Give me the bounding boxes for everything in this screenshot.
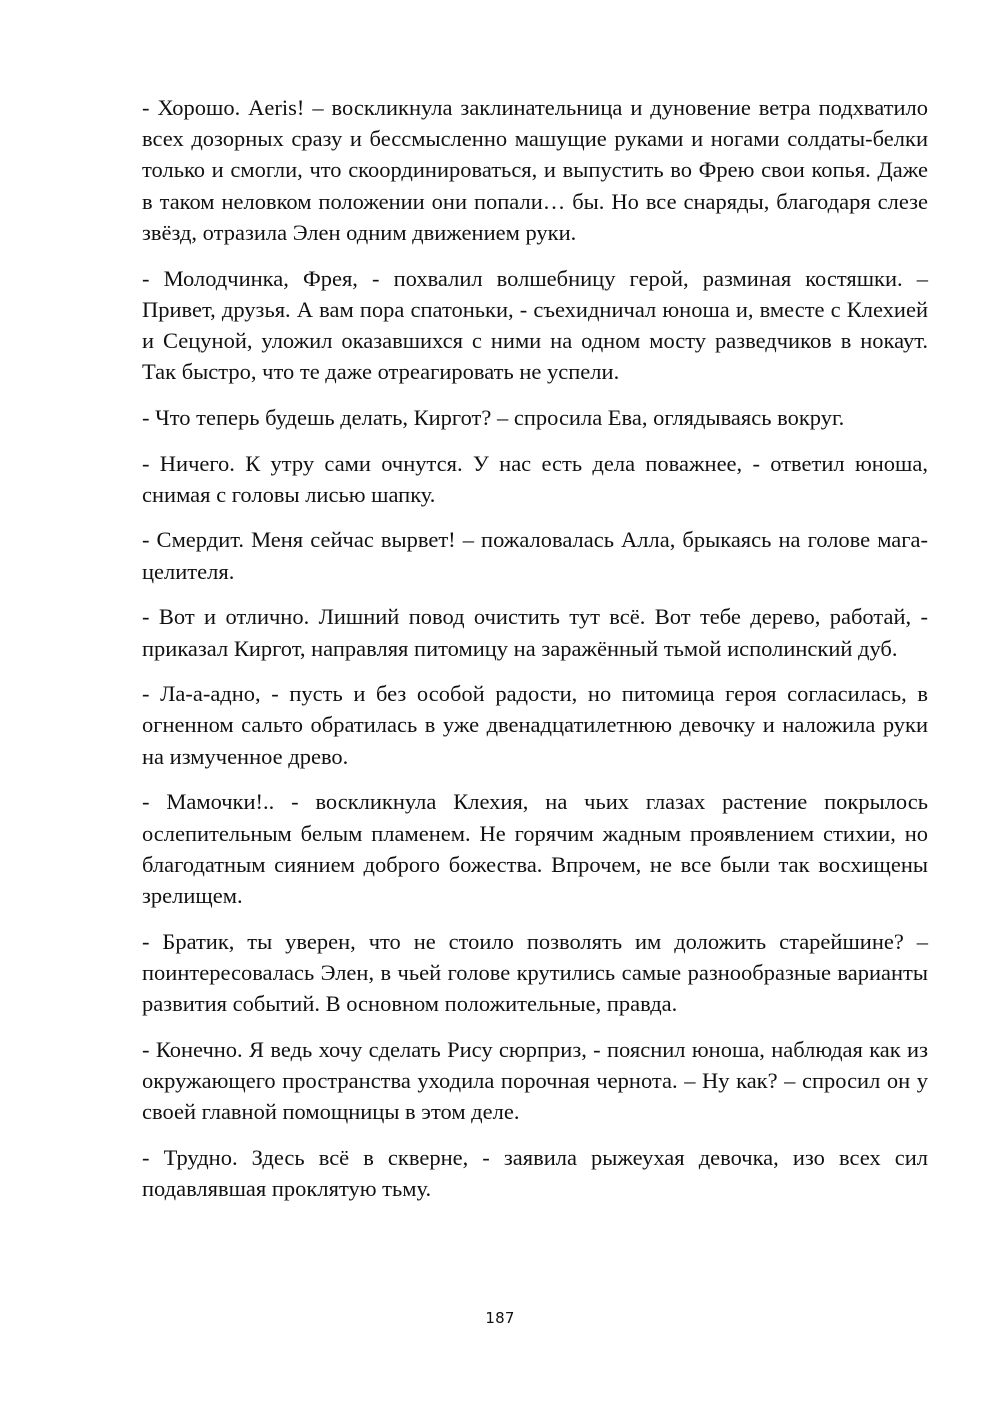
paragraph: - Что теперь будешь делать, Киргот? – спросила Ева, оглядываясь вокруг. — [142, 404, 845, 430]
paragraph: - Хорошо. Aeris! – воскликнула заклинательница и дуновение ветра подхватило всех дозорных сразу и бессмысленно машущие руками и ногами солдаты-белки только и смогли, что скоординироваться, и выпустить во Фрею свои копья. Даже в таком неловком положении они попали… бы. Но все снаряды, благодаря слезе звёзд, отразила Элен одним движением руки. — [142, 95, 928, 245]
paragraph: - Братик, ты уверен, что не стоило позволять им доложить старейшине? – поинтересовалась Элен, в чьей голове крутились самые разнообразные варианты развития событий. В основном положительные, правда. — [142, 928, 928, 1017]
paragraph: - Конечно. Я ведь хочу сделать Рису сюрприз, - пояснил юноша, наблюдая как из окружающего пространства уходила порочная чернота. – Ну как? – спросил он у своей главной помощницы в этом деле. — [142, 1036, 928, 1125]
paragraph: - Ничего. К утру сами очнутся. У нас есть дела поважнее, - ответил юноша, снимая с головы лисью шапку. — [142, 450, 928, 507]
paragraph: - Трудно. Здесь всё в скверне, - заявила рыжеухая девочка, изо всех сил подавлявшая проклятую тьму. — [142, 1144, 928, 1202]
paragraph: - Вот и отлично. Лишний повод очистить тут всё. Вот тебе дерево, работай, - приказал Киргот, направляя питомицу на заражённый тьмой исполинский дуб. — [142, 604, 928, 661]
page-number: 187 — [485, 1309, 515, 1327]
page-body — [142, 92, 928, 1219]
paragraph: - Ла-а-адно, - пусть и без особой радости, но питомица героя согласилась, в огненном сальто обратилась в уже двенадцатилетнюю девочку и наложила руки на измученное древо. — [142, 681, 928, 769]
paragraph: - Мамочки!.. - воскликнула Клехия, на чьих глазах растение покрылось ослепительным белым пламенем. Не горячим жадным проявлением стихии, но благодатным сиянием доброго божества. Впрочем, не все были так восхищены зрелищем. — [142, 789, 928, 908]
paragraph: - Смердит. Меня сейчас вырвет! – пожаловалась Алла, брыкаясь на голове мага-целителя. — [142, 527, 928, 584]
paragraph: - Молодчинка, Фрея, - похвалил волшебницу герой, разминая костяшки. – Привет, друзья. А вам пора спатоньки, - съехидничал юноша и, вместе с Клехией и Сецуной, уложил оказавшихся с ними на одном мосту разведчиков в нокаут. Так быстро, что те даже отреагировать не успели. — [142, 265, 928, 385]
